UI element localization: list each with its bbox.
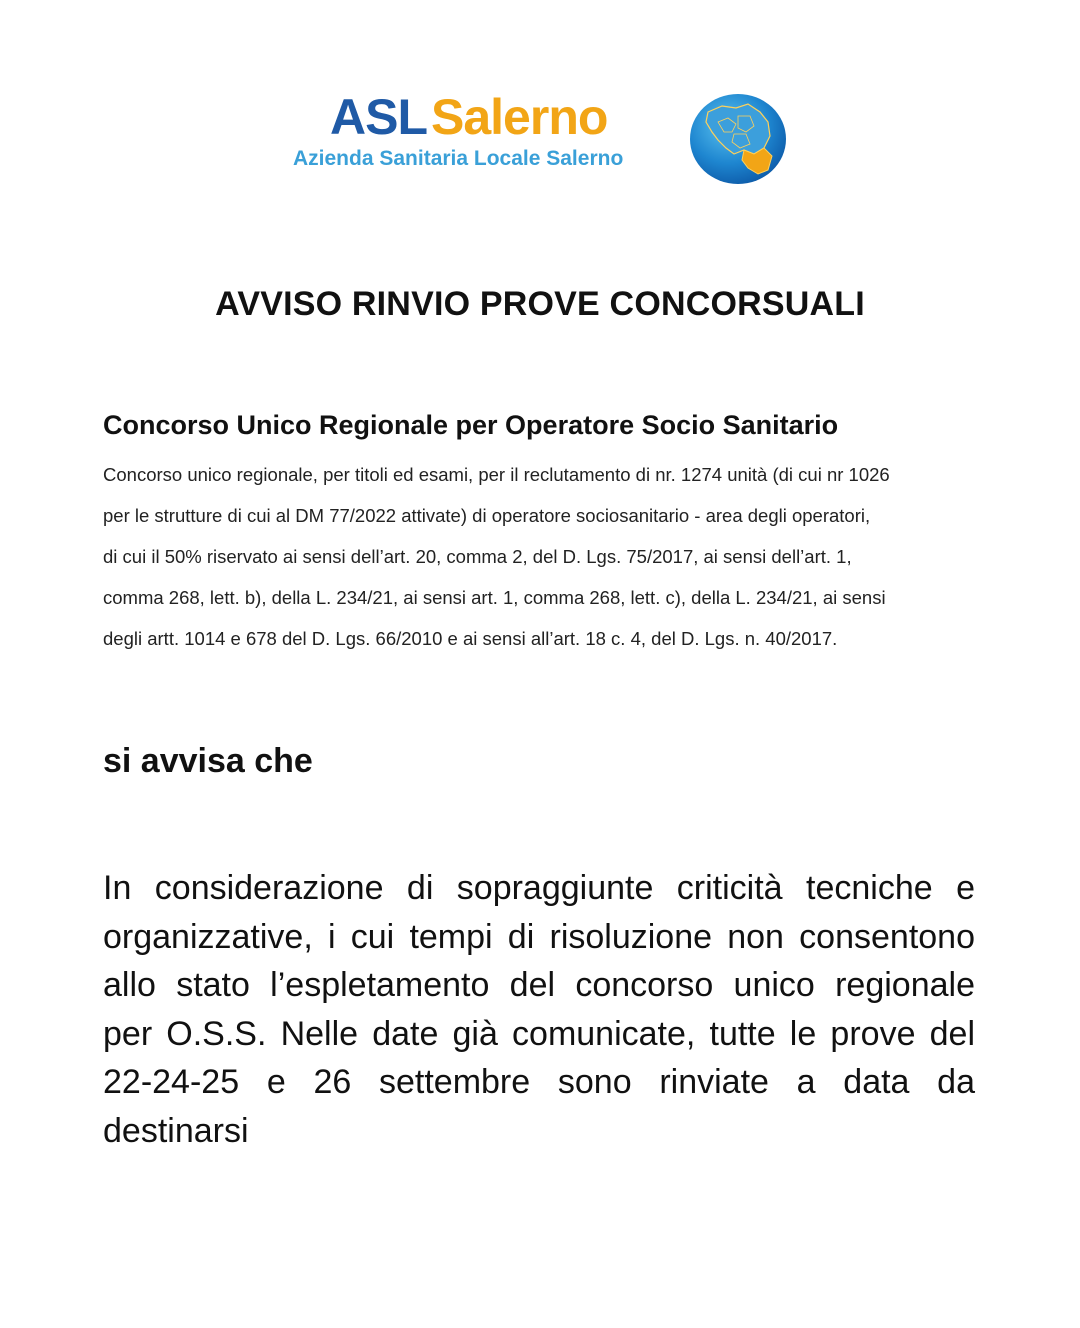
logo-salerno-text: Salerno xyxy=(431,89,608,145)
notice-body xyxy=(103,864,975,1156)
description-paragraph xyxy=(103,462,983,667)
body-line: per O.S.S. Nelle date già comunicate, tutte le prove del xyxy=(103,1014,975,1053)
description-line: Concorso unico regionale, per titoli ed esami, per il reclutamento di nr. 1274 unità (di cui nr 1026 xyxy=(103,464,890,485)
asl-salerno-logo xyxy=(290,89,800,192)
description-line: degli artt. 1014 e 678 del D. Lgs. 66/2010 e ai sensi all’art. 18 c. 4, del D. Lgs. n. 40/2017. xyxy=(103,628,838,649)
notice-title: AVVISO RINVIO PROVE CONCORSUALI xyxy=(215,285,865,323)
logo-subtitle: Azienda Sanitaria Locale Salerno xyxy=(293,147,624,170)
lead-heading: si avvisa che xyxy=(103,742,313,780)
body-line: In considerazione di sopraggiunte criticità tecniche e xyxy=(103,869,975,907)
body-line: 22-24-25 e 26 settembre sono rinviate a data da xyxy=(103,1063,975,1102)
body-line: allo stato l’espletamento del concorso unico regionale xyxy=(103,966,975,1005)
description-line: comma 268, lett. b), della L. 234/21, ai sensi art. 1, comma 268, lett. c), della L. 234/21, ai sensi xyxy=(103,587,886,608)
section-title: Concorso Unico Regionale per Operatore Socio Sanitario xyxy=(103,410,839,440)
description-line: di cui il 50% riservato ai sensi dell’art. 20, comma 2, del D. Lgs. 75/2017, ai sensi dell’art. 1, xyxy=(103,546,852,567)
body-line: organizzative, i cui tempi di risoluzione non consentono xyxy=(103,917,975,956)
campania-map-icon xyxy=(688,92,788,186)
logo-asl-text: ASL xyxy=(330,89,427,145)
logo-wordmark xyxy=(330,89,608,145)
description-line: per le strutture di cui al DM 77/2022 attivate) di operatore sociosanitario - area degli operatori, xyxy=(103,505,871,526)
body-line: destinarsi xyxy=(103,1111,249,1150)
